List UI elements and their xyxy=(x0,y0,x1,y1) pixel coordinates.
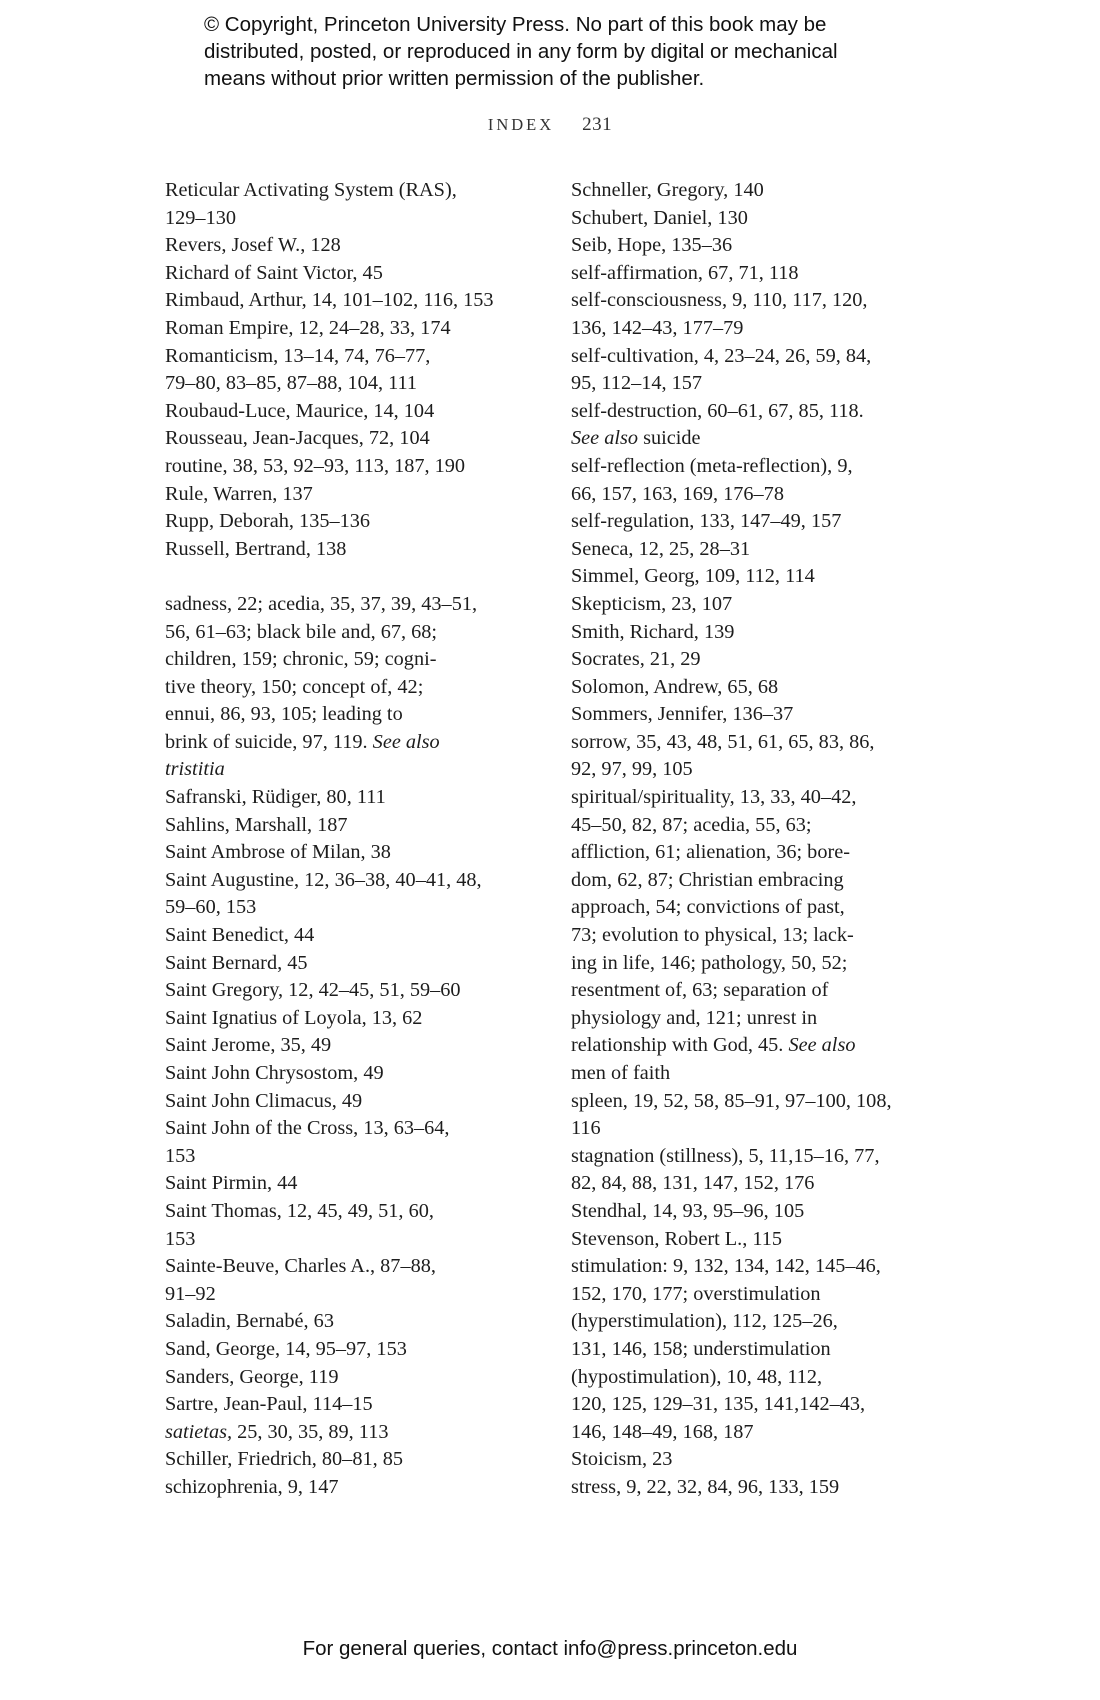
index-entry xyxy=(165,232,545,260)
index-entry xyxy=(165,536,545,564)
index-entry xyxy=(571,674,951,702)
index-entry-line: Rousseau, Jean-Jacques, 72, 104 xyxy=(165,427,430,450)
index-entry-line: resentment of, 63; separation of xyxy=(571,979,829,1002)
index-entry xyxy=(165,591,545,784)
index-entry-line: Socrates, 21, 29 xyxy=(571,648,701,671)
copyright-line: means without prior written permission of the publisher. xyxy=(204,67,705,90)
index-entry-line: relationship with God, 45. See also xyxy=(571,1034,856,1057)
index-entry-line: Roman Empire, 12, 24–28, 33, 174 xyxy=(165,316,451,339)
index-entry-line: stagnation (stillness), 5, 11,15–16, 77, xyxy=(571,1144,880,1167)
index-entry-line: self-affirmation, 67, 71, 118 xyxy=(571,261,799,284)
italic-term: satietas, xyxy=(165,1420,233,1443)
index-entry xyxy=(165,1336,545,1364)
index-entry-line: self-cultivation, 4, 23–24, 26, 59, 84, xyxy=(571,344,872,367)
index-entry-line: 152, 170, 177; overstimulation xyxy=(571,1282,821,1305)
index-entry xyxy=(571,591,951,619)
index-entry-line: 136, 142–43, 177–79 xyxy=(571,316,744,339)
index-entry-line: Reticular Activating System (RAS), xyxy=(165,179,457,201)
index-entry xyxy=(571,1088,951,1143)
index-entry-line: Seib, Hope, 135–36 xyxy=(571,234,733,257)
index-entry-line: See also suicide xyxy=(571,427,701,450)
index-entry xyxy=(571,536,951,564)
index-entry-line: spleen, 19, 52, 58, 85–91, 97–100, 108, xyxy=(571,1089,892,1112)
index-entry xyxy=(165,481,545,509)
index-entry-line: stimulation: 9, 132, 134, 142, 145–46, xyxy=(571,1255,881,1278)
index-entry xyxy=(165,508,545,536)
index-entry xyxy=(165,1391,545,1419)
index-entry-line: Saint Pirmin, 44 xyxy=(165,1172,298,1195)
index-entry-line: Saint John Chrysostom, 49 xyxy=(165,1062,384,1084)
index-entry xyxy=(571,646,951,674)
index-entry-line: Saint Gregory, 12, 42–45, 51, 59–60 xyxy=(165,979,461,1002)
index-entry-line: Stoicism, 23 xyxy=(571,1448,673,1471)
index-entry-line: Sommers, Jennifer, 136–37 xyxy=(571,703,794,726)
index-entry-line: Saint John Climacus, 49 xyxy=(165,1089,363,1112)
index-entry-line: 79–80, 83–85, 87–88, 104, 111 xyxy=(165,372,418,395)
index-entry xyxy=(165,1446,545,1474)
index-entry-line: Saint Jerome, 35, 49 xyxy=(165,1034,332,1057)
index-entry-line: 82, 84, 88, 131, 147, 152, 176 xyxy=(571,1172,815,1195)
index-column-right xyxy=(571,177,951,1502)
copyright-line: distributed, posted, or reproduced in any form by digital or mechanical xyxy=(204,40,838,63)
index-entry-line: Seneca, 12, 25, 28–31 xyxy=(571,537,751,560)
index-entry-line: Rule, Warren, 137 xyxy=(165,482,313,505)
index-entry-line: sorrow, 35, 43, 48, 51, 61, 65, 83, 86, xyxy=(571,730,875,753)
index-entry xyxy=(571,177,951,205)
index-entry-line: children, 159; chronic, 59; cogni- xyxy=(165,648,437,671)
index-entry-line: Sahlins, Marshall, 187 xyxy=(165,813,348,836)
index-entry xyxy=(165,1060,545,1088)
index-entry-line: 146, 148–49, 168, 187 xyxy=(571,1420,754,1443)
index-entry-line: Saint Ignatius of Loyola, 13, 62 xyxy=(165,1006,423,1029)
index-entry-line: Stevenson, Robert L., 115 xyxy=(571,1227,783,1250)
index-entry xyxy=(571,398,951,453)
index-entry-line: physiology and, 121; unrest in xyxy=(571,1006,818,1029)
index-entry-line: sadness, 22; acedia, 35, 37, 39, 43–51, xyxy=(165,592,478,615)
index-entry-line: Schneller, Gregory, 140 xyxy=(571,179,764,201)
index-entry-line: Saint Bernard, 45 xyxy=(165,951,308,974)
index-entry xyxy=(165,1308,545,1336)
index-entry-line: 45–50, 82, 87; acedia, 55, 63; xyxy=(571,813,812,836)
index-entry-line: 131, 146, 158; understimulation xyxy=(571,1337,831,1360)
index-entry-line: approach, 54; convictions of past, xyxy=(571,896,845,919)
index-entry-line: brink of suicide, 97, 119. See also xyxy=(165,730,440,753)
index-entry xyxy=(165,1032,545,1060)
index-entry-line: ing in life, 146; pathology, 50, 52; xyxy=(571,951,848,974)
italic-term: tristitia xyxy=(165,758,225,781)
index-entry-line: spiritual/spirituality, 13, 33, 40–42, xyxy=(571,786,857,809)
index-entry-line: Revers, Josef W., 128 xyxy=(165,234,341,257)
index-entry xyxy=(571,508,951,536)
index-entry-line: Sartre, Jean-Paul, 114–15 xyxy=(165,1393,373,1416)
index-entry xyxy=(165,1170,545,1198)
index-entry xyxy=(571,563,951,591)
index-entry-line: Russell, Bertrand, 138 xyxy=(165,537,347,560)
index-entry-line: Saint Benedict, 44 xyxy=(165,924,315,947)
index-entry xyxy=(571,1446,951,1474)
index-entry-line: Sainte-Beuve, Charles A., 87–88, xyxy=(165,1255,436,1278)
index-entry-line: Romanticism, 13–14, 74, 76–77, xyxy=(165,344,431,367)
index-entry xyxy=(165,867,545,922)
italic-term: See also xyxy=(788,1034,856,1057)
index-entry-line: ennui, 86, 93, 105; leading to xyxy=(165,703,403,726)
index-entry-line: Saint Thomas, 12, 45, 49, 51, 60, xyxy=(165,1199,434,1222)
index-entry-line: 91–92 xyxy=(165,1282,216,1305)
index-entry-line: Saint Augustine, 12, 36–38, 40–41, 48, xyxy=(165,868,482,891)
index-entry xyxy=(571,784,951,1088)
index-entry-line: Sand, George, 14, 95–97, 153 xyxy=(165,1337,407,1360)
index-entry-line: Schubert, Daniel, 130 xyxy=(571,206,748,229)
index-entry-line: 73; evolution to physical, 13; lack- xyxy=(571,924,854,947)
index-entry xyxy=(571,260,951,288)
index-entry-line: Saint Ambrose of Milan, 38 xyxy=(165,841,391,864)
index-entry xyxy=(571,343,951,398)
index-entry-line: 66, 157, 163, 169, 176–78 xyxy=(571,482,784,505)
index-entry-line: satietas, 25, 30, 35, 89, 113 xyxy=(165,1420,389,1443)
index-entry xyxy=(571,1226,951,1254)
index-entry xyxy=(571,287,951,342)
index-entry xyxy=(165,1115,545,1170)
index-entry-line: 129–130 xyxy=(165,206,236,229)
index-entry-line: Stendhal, 14, 93, 95–96, 105 xyxy=(571,1199,805,1222)
index-column-left xyxy=(165,177,545,1502)
index-entry-line: schizophrenia, 9, 147 xyxy=(165,1475,339,1498)
index-entry xyxy=(165,1198,545,1253)
index-entry-line: Smith, Richard, 139 xyxy=(571,620,735,643)
index-entry-line: Skepticism, 23, 107 xyxy=(571,592,733,615)
index-entry xyxy=(165,1005,545,1033)
index-entry-line: Roubaud-Luce, Maurice, 14, 104 xyxy=(165,399,435,422)
index-entry-line: Simmel, Georg, 109, 112, 114 xyxy=(571,565,815,588)
index-entry xyxy=(165,950,545,978)
index-entry-line: Richard of Saint Victor, 45 xyxy=(165,261,383,284)
index-entry-line: affliction, 61; alienation, 36; bore- xyxy=(571,841,850,864)
index-entry-line: dom, 62, 87; Christian embracing xyxy=(571,868,844,891)
footer-contact: For general queries, contact info@press.princeton.edu xyxy=(302,1637,798,1660)
page-number: 231 xyxy=(582,114,613,135)
index-entry-line: 59–60, 153 xyxy=(165,896,257,919)
index-entry-line: (hypostimulation), 10, 48, 112, xyxy=(571,1365,823,1388)
index-entry-line: 116 xyxy=(571,1117,601,1140)
index-entry-line: (hyperstimulation), 112, 125–26, xyxy=(571,1310,838,1333)
index-entry-line: self-regulation, 133, 147–49, 157 xyxy=(571,510,842,533)
index-entry xyxy=(165,1088,545,1116)
running-header xyxy=(0,114,1100,136)
index-entry-line: 120, 125, 129–31, 135, 141,142–43, xyxy=(571,1393,866,1416)
index-entry-line: self-destruction, 60–61, 67, 85, 118. xyxy=(571,399,864,422)
italic-term: See also xyxy=(372,730,440,753)
index-entry-line: men of faith xyxy=(571,1062,671,1084)
index-entry-line: routine, 38, 53, 92–93, 113, 187, 190 xyxy=(165,454,466,477)
index-entry xyxy=(165,343,545,398)
index-entry-line: 153 xyxy=(165,1144,196,1167)
index-entry xyxy=(165,1253,545,1308)
index-entry xyxy=(571,1474,951,1502)
index-entry xyxy=(571,1253,951,1446)
index-entry-line: Solomon, Andrew, 65, 68 xyxy=(571,675,779,698)
index-entry xyxy=(165,812,545,840)
italic-term: See also xyxy=(571,427,639,450)
index-entry xyxy=(165,177,545,232)
index-entry xyxy=(571,1198,951,1226)
index-entry xyxy=(165,922,545,950)
index-entry xyxy=(571,619,951,647)
index-entry xyxy=(165,453,545,481)
index-entry xyxy=(571,453,951,508)
section-gap xyxy=(165,563,545,591)
index-entry-line: Safranski, Rüdiger, 80, 111 xyxy=(165,786,386,809)
index-entry xyxy=(165,1419,545,1447)
index-entry-line: self-reflection (meta-reflection), 9, xyxy=(571,454,853,477)
index-entry-line: stress, 9, 22, 32, 84, 96, 133, 159 xyxy=(571,1475,840,1498)
index-entry xyxy=(165,784,545,812)
index-entry xyxy=(571,232,951,260)
index-entry-line: Rupp, Deborah, 135–136 xyxy=(165,510,371,533)
index-entry xyxy=(571,205,951,233)
index-entry-line xyxy=(165,756,545,784)
index-entry xyxy=(165,839,545,867)
index-entry-line: Saladin, Bernabé, 63 xyxy=(165,1310,334,1333)
index-entry-line: Saint John of the Cross, 13, 63–64, xyxy=(165,1117,450,1140)
index-entry xyxy=(165,260,545,288)
index-entry-line: self-consciousness, 9, 110, 117, 120, xyxy=(571,289,868,312)
index-entry-line: tive theory, 150; concept of, 42; xyxy=(165,675,424,698)
index-entry xyxy=(165,398,545,426)
index-entry-line: Schiller, Friedrich, 80–81, 85 xyxy=(165,1448,404,1471)
index-entry-line: Sanders, George, 119 xyxy=(165,1365,339,1388)
section-label: INDEX xyxy=(487,115,555,134)
index-entry xyxy=(165,977,545,1005)
index-entry xyxy=(571,1143,951,1198)
copyright-notice xyxy=(204,11,924,92)
copyright-line: © Copyright, Princeton University Press. No part of this book may be xyxy=(204,13,827,36)
index-entry xyxy=(165,1364,545,1392)
index-entry xyxy=(165,425,545,453)
index-entry xyxy=(571,729,951,784)
index-entry xyxy=(165,287,545,315)
index-entry-line: Rimbaud, Arthur, 14, 101–102, 116, 153 xyxy=(165,289,494,312)
index-entry-line: 95, 112–14, 157 xyxy=(571,372,703,395)
index-entry xyxy=(165,1474,545,1502)
index-entry-line: 56, 61–63; black bile and, 67, 68; xyxy=(165,620,438,643)
index-entry xyxy=(571,701,951,729)
index-entry-line: 153 xyxy=(165,1227,196,1250)
index-entry xyxy=(165,315,545,343)
index-entry-line: 92, 97, 99, 105 xyxy=(571,758,693,781)
